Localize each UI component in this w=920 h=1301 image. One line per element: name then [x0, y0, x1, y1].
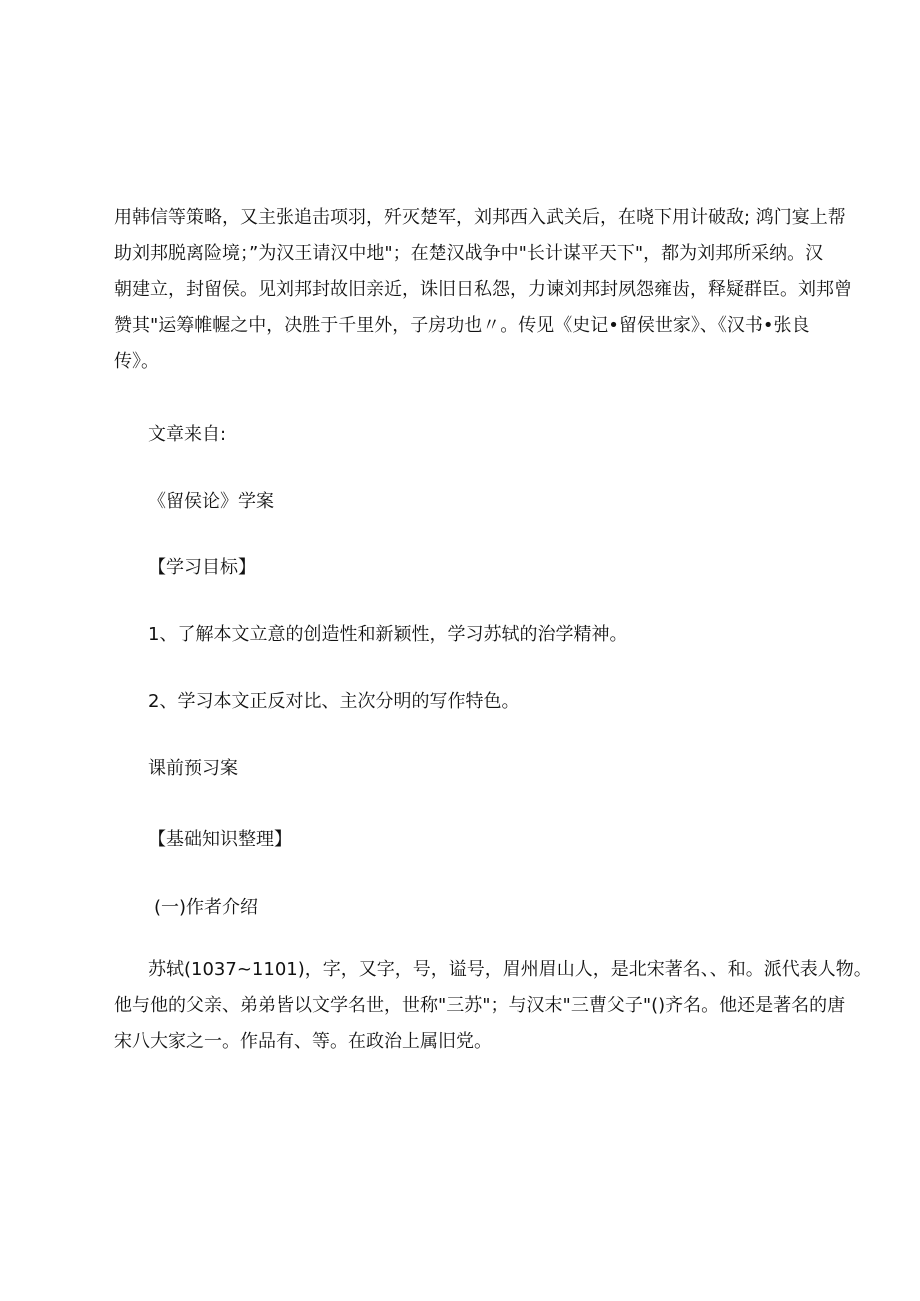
source-label: 文章来自: [148, 424, 227, 445]
intro-line-4: 赞其"运筹帷幄之中，决胜于千里外，子房功也〃。传见《史记•留侯世家》、《汉书•张良 [114, 315, 810, 336]
author-line-1: 苏轼(1037~1101)，字，又字，号，谥号，眉州眉山人，是北宋著名、、和。派代表人物。 [148, 959, 872, 980]
intro-paragraph [114, 200, 852, 380]
goal-item-1: 1、了解本文立意的创造性和新颖性，学习苏轼的治学精神。 [148, 624, 628, 645]
author-line-3: 宋八大家之一。作品有、等。在政治上属旧党。 [114, 1031, 492, 1052]
intro-line-1: 用韩信等策略，又主张追击项羽，歼灭楚军，刘邦西入武关后，在哓下用计破敌; 鸿门宴上帮 [114, 207, 846, 228]
learning-goals-heading: 【学习目标】 [148, 557, 256, 578]
intro-line-5: 传》。 [114, 351, 159, 372]
intro-line-2: 助刘邦脱离险境；”为汉王请汉中地"；在楚汉战争中"长计谋平天下"，都为刘邦所采纳。汉 [114, 243, 824, 264]
author-paragraph [114, 952, 872, 1060]
author-line-2: 他与他的父亲、弟弟皆以文学名世，世称"三苏"；与汉末"三曹父子"()齐名。他还是著名的唐 [114, 995, 846, 1016]
basic-knowledge-heading: 【基础知识整理】 [148, 829, 292, 850]
goal-item-2: 2、学习本文正反对比、主次分明的写作特色。 [148, 691, 520, 712]
intro-line-3: 朝建立，封留侯。见刘邦封故旧亲近，诛旧日私怨，力谏刘邦封夙怨雍齿，释疑群臣。刘邦曾 [114, 279, 852, 300]
study-plan-title: 《留侯论》学案 [148, 491, 274, 512]
author-intro-heading: (一)作者介绍 [154, 897, 259, 918]
preview-heading: 课前预习案 [148, 758, 238, 779]
